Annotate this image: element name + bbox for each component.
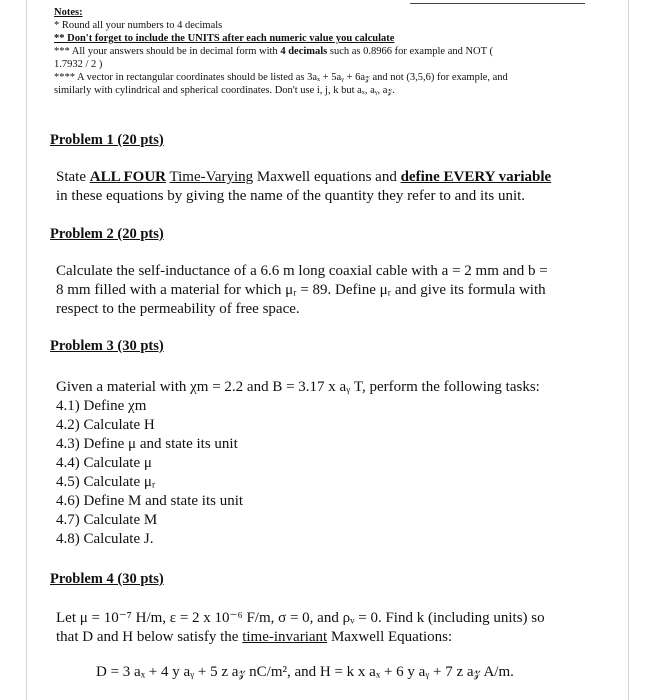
problem-3-intro: Given a material with χm = 2.2 and B = 3.17 x aᵧ T, perform the following tasks: [56, 379, 540, 395]
notes-line-4: 1.7932 / 2 ) [54, 59, 103, 70]
problem-3-title: Problem 3 (30 pts) [50, 338, 164, 354]
p1-t2: ALL FOUR [89, 169, 167, 185]
problem-2-text [56, 262, 604, 319]
task-item: 4.6) Define M and state its unit [56, 493, 244, 509]
notes-line-3 [54, 45, 604, 58]
task-item: 4.4) Calculate μ [56, 455, 152, 471]
problem-4-line-2 [56, 628, 604, 647]
problem-1-line-1 [56, 168, 604, 187]
problem-4-equation: D = 3 aₓ + 4 y aᵧ + 5 z a𝓏 nC/m², and H = k x aₓ + 6 y aᵧ + 7 z a𝓏 A/m. [96, 664, 514, 680]
p1-t4: Time-Varying [169, 169, 254, 185]
problem-4-title: Problem 4 (30 pts) [50, 571, 164, 587]
task-item: 4.7) Calculate M [56, 512, 158, 528]
notes-line-3b: 4 decimals [280, 46, 328, 57]
task-item: 4.2) Calculate H [56, 417, 155, 433]
left-border [26, 0, 27, 700]
problem-3-text [56, 378, 604, 549]
top-rule [410, 3, 585, 4]
problem-2-line-2: 8 mm filled with a material for which μᵣ = 89. Define μᵣ and give its formula with [56, 282, 546, 298]
problem-1-line-2: in these equations by giving the name of the quantity they refer to and its unit. [56, 188, 526, 204]
problem-4-line-1: Let μ = 10⁻⁷ H/m, ε = 2 x 10⁻⁶ F/m, σ = 0, and ρᵥ = 0. Find k (including units) so [56, 610, 545, 626]
task-item: 4.3) Define μ and state its unit [56, 436, 238, 452]
task-list [56, 397, 604, 549]
p1-t1: State [56, 169, 90, 185]
problem-2-title: Problem 2 (20 pts) [50, 226, 164, 242]
notes-block [54, 6, 604, 97]
notes-line-5: **** A vector in rectangular coordinates should be listed as 3aₓ + 5aᵧ + 6a𝓏 and not (3,5,6) for example, and [54, 72, 508, 83]
problem-2-line-1: Calculate the self-inductance of a 6.6 m long coaxial cable with a = 2 mm and b = [56, 263, 548, 279]
p4-line2b: time-invariant [242, 629, 328, 645]
notes-heading: Notes: [54, 7, 83, 18]
task-item: 4.8) Calculate J. [56, 531, 154, 547]
notes-line-1: * Round all your numbers to 4 decimals [54, 20, 223, 31]
p4-line2a: that D and H below satisfy the [56, 629, 243, 645]
notes-line-6: similarly with cylindrical and spherical coordinates. Don't use i, j, k but aₓ, aᵧ, a𝓏. [54, 85, 395, 96]
problem-4-text [56, 609, 604, 647]
task-item: 4.5) Calculate μᵣ [56, 474, 156, 490]
problem-1-text [56, 168, 604, 206]
p1-t6: define EVERY variable [400, 169, 552, 185]
problem-2-line-3: respect to the permeability of free space. [56, 301, 300, 317]
notes-line-3a: *** All your answers should be in decimal form with [54, 46, 281, 57]
p4-line2c: Maxwell Equations: [327, 629, 453, 645]
task-item: 4.1) Define χm [56, 398, 147, 414]
notes-line-2: ** Don't forget to include the UNITS after each numeric value you calculate [54, 33, 395, 44]
right-border [628, 0, 629, 700]
notes-line-3c: such as 0.8966 for example and NOT ( [327, 46, 493, 57]
problem-1-title: Problem 1 (20 pts) [50, 132, 164, 148]
p1-t5: Maxwell equations and [253, 169, 401, 185]
